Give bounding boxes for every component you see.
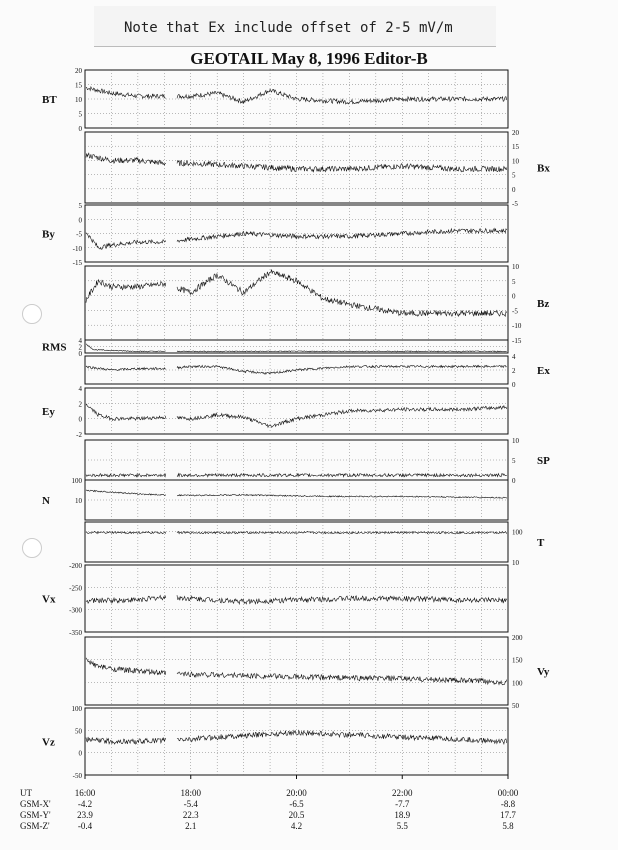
y-tick-label: -5 — [512, 200, 518, 208]
y-tick-label: -250 — [69, 584, 82, 593]
y-tick-label: -200 — [69, 562, 82, 570]
y-tick-label: 0 — [78, 415, 82, 424]
y-tick-label: -15 — [512, 337, 522, 345]
y-tick-label: 50 — [75, 727, 82, 736]
ephemeris-label: GSM-Y' — [20, 810, 51, 820]
x-tick-label: 18:00 — [180, 788, 202, 798]
y-tick-label: 2 — [78, 400, 82, 409]
ephemeris-value: 22.3 — [182, 810, 199, 820]
ephemeris-value: -8.8 — [500, 799, 516, 809]
ephemeris-value: -4.2 — [77, 799, 93, 809]
y-tick-label: -2 — [76, 431, 82, 439]
y-tick-label: 20 — [512, 129, 519, 137]
trace-vz — [177, 731, 507, 744]
trace-sp — [177, 474, 507, 477]
trace-by — [86, 233, 166, 250]
y-tick-label: 0 — [512, 185, 516, 194]
panel-label: By — [42, 228, 55, 241]
y-tick-label: -15 — [72, 259, 82, 267]
y-tick-label: 0 — [512, 292, 516, 301]
y-tick-label: 0 — [78, 125, 82, 133]
ephemeris-value: 4.2 — [290, 821, 303, 831]
y-tick-label: 200 — [512, 634, 523, 642]
y-tick-label: 10 — [512, 263, 519, 271]
y-tick-label: 10 — [512, 437, 519, 445]
trace-t — [86, 532, 166, 534]
trace-vx — [86, 596, 166, 604]
y-tick-label: -5 — [512, 307, 518, 316]
y-tick-label: 10 — [75, 96, 82, 104]
y-tick-label: 5 — [78, 202, 82, 210]
panel-label: SP — [537, 455, 550, 467]
panel-label: Ey — [42, 406, 55, 418]
y-tick-label: -350 — [69, 629, 82, 637]
trace-n — [86, 490, 166, 496]
y-tick-label: 4 — [512, 353, 516, 361]
offset-note: Note that Ex include offset of 2-5 mV/m — [124, 20, 453, 36]
ephemeris-value: -6.5 — [289, 799, 304, 809]
ephemeris-label: GSM-X' — [20, 799, 51, 809]
y-tick-label: 50 — [512, 702, 519, 710]
y-tick-label: 5 — [512, 457, 516, 465]
trace-sp — [86, 474, 166, 477]
trace-t — [177, 532, 507, 534]
chart-title: GEOTAIL May 8, 1996 Editor-B — [190, 49, 428, 68]
y-tick-label: 100 — [71, 477, 82, 485]
y-tick-label: 15 — [512, 143, 519, 152]
y-tick-label: -5 — [76, 230, 82, 239]
trace-bz — [86, 280, 166, 303]
x-tick-label: 20:00 — [286, 788, 307, 798]
y-tick-label: 20 — [75, 67, 82, 75]
trace-bx — [177, 161, 507, 172]
trace-by — [177, 228, 507, 242]
panel-label: T — [537, 537, 545, 549]
y-tick-label: 4 — [78, 385, 82, 393]
trace-ey — [86, 404, 166, 420]
y-tick-label: 0 — [512, 381, 516, 389]
panel-label: Vy — [537, 666, 550, 678]
y-tick-label: 5 — [512, 277, 516, 286]
panel-label: Vz — [42, 736, 55, 749]
y-tick-label: 100 — [512, 528, 523, 537]
y-tick-label: -50 — [72, 772, 82, 780]
trace-vz — [86, 737, 166, 744]
y-tick-label: 2 — [512, 367, 516, 375]
trace-bx — [86, 153, 166, 165]
y-tick-label: 0 — [512, 477, 516, 485]
y-tick-label: 15 — [75, 81, 82, 90]
panel-label: Bz — [537, 298, 550, 310]
y-tick-label: 10 — [512, 559, 519, 567]
ephemeris-value: 20.5 — [288, 810, 305, 820]
trace-bt — [177, 89, 507, 104]
panel-label: Bx — [537, 162, 550, 175]
trace-n — [177, 494, 507, 498]
y-tick-label: 10 — [75, 497, 82, 505]
y-tick-label: 10 — [512, 157, 519, 166]
y-tick-label: 0 — [78, 749, 82, 758]
trace-ey — [177, 406, 507, 428]
ephemeris-value: 23.9 — [77, 810, 93, 820]
panel-label: N — [42, 495, 50, 507]
y-tick-label: 5 — [78, 110, 82, 119]
y-tick-label: 2 — [78, 343, 82, 352]
ephemeris-value: 5.5 — [396, 821, 408, 831]
panel-label: BT — [42, 94, 57, 106]
ephemeris-value: -0.4 — [77, 821, 93, 831]
y-tick-label: 100 — [71, 705, 82, 713]
panel-label: Vx — [42, 593, 56, 606]
trace-bz — [177, 270, 507, 317]
x-tick-label: 00:00 — [497, 788, 519, 798]
y-tick-label: -10 — [512, 322, 522, 331]
panel-label: RMS — [42, 341, 67, 354]
panel-label: Ex — [537, 365, 550, 377]
ephemeris-value: 18.9 — [394, 810, 411, 820]
ephemeris-value: -7.7 — [395, 799, 410, 809]
trace-vx — [177, 595, 507, 604]
y-tick-label: 4 — [78, 337, 82, 345]
y-tick-label: 150 — [512, 656, 523, 665]
ephemeris-value: 2.1 — [185, 821, 197, 831]
y-tick-label: 100 — [512, 679, 523, 688]
ephemeris-label: UT — [20, 788, 32, 798]
y-tick-label: -300 — [69, 606, 82, 615]
y-tick-label: 0 — [78, 350, 82, 358]
trace-vy — [177, 672, 507, 685]
ephemeris-value: -5.4 — [183, 799, 198, 809]
trace-bt — [86, 87, 166, 99]
trace-rms — [86, 344, 166, 352]
x-tick-label: 16:00 — [74, 788, 96, 798]
ephemeris-value: 17.7 — [500, 810, 516, 820]
trace-rms — [177, 351, 507, 352]
ephemeris-value: 5.8 — [502, 821, 514, 831]
ephemeris-label: GSM-Z' — [20, 821, 50, 831]
trace-vy — [86, 658, 166, 675]
y-tick-label: 5 — [512, 171, 516, 180]
x-tick-label: 22:00 — [391, 788, 413, 798]
y-tick-label: 0 — [78, 216, 82, 225]
y-tick-label: -10 — [72, 244, 82, 253]
